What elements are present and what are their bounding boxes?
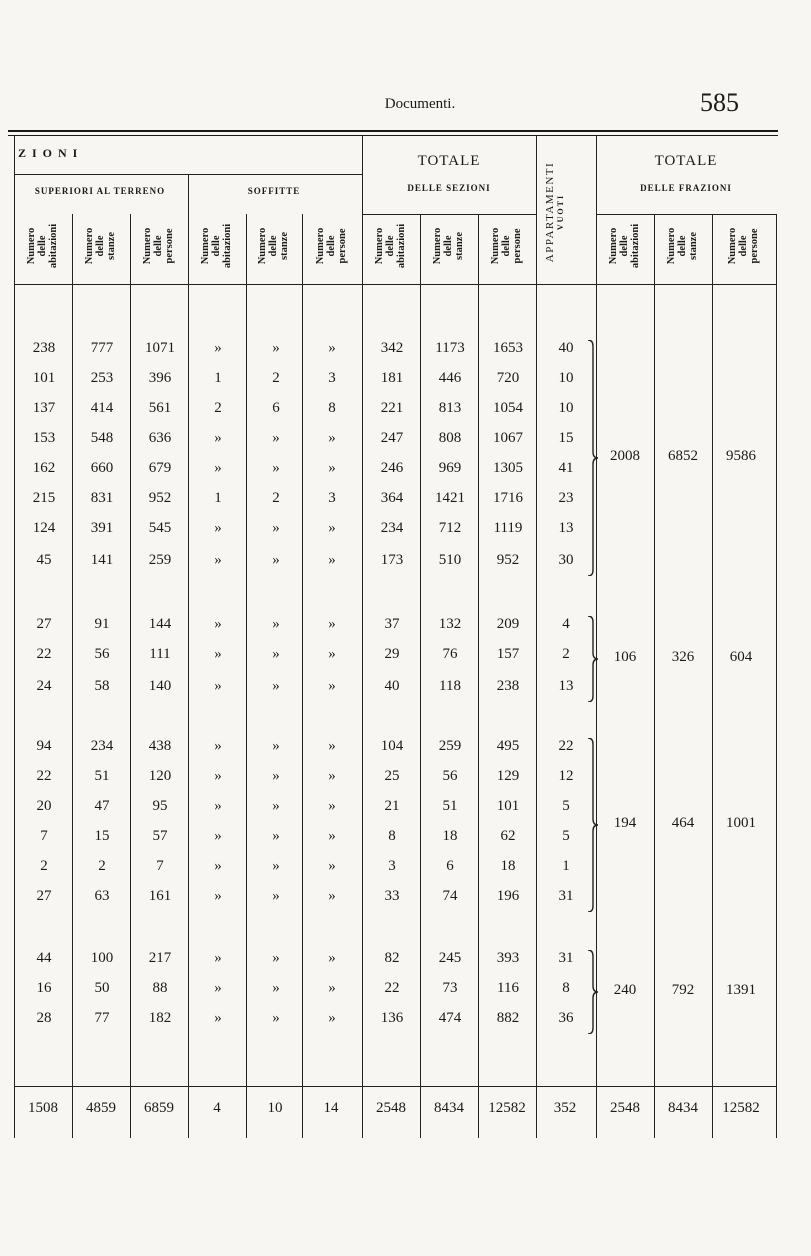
frazione-total-abitazioni: 106 [613,649,637,665]
appartamenti-sublabel: VUOTI [556,193,565,231]
table-cell: 100 [90,950,114,966]
table-cell: 238 [32,340,56,356]
table-cell: 2 [40,858,48,874]
table-cell: 8 [328,400,336,416]
table-cell: 813 [438,400,462,416]
grand-total-cell: 4859 [86,1100,116,1116]
table-cell: » [214,798,222,814]
table-cell: 882 [496,1010,520,1026]
table-cell: 104 [380,738,404,754]
table-cell: » [272,678,280,694]
table-cell: 16 [36,980,52,996]
group-soffitte: SOFFITTE [247,186,301,196]
table-cell: 396 [148,370,172,386]
column-header: Numero delle persone [315,227,348,265]
table-cell: 217 [148,950,172,966]
table-cell: 969 [438,460,462,476]
column-header: Numero delle stanze [666,227,699,265]
table-cell: 720 [496,370,520,386]
table-cell: 510 [438,552,462,568]
table-cell: » [328,678,336,694]
table-cell: 561 [148,400,172,416]
grid-vline [246,214,247,1138]
vacant-count-cell: 22 [558,738,574,754]
table-cell: » [272,888,280,904]
table-cell: 1 [214,490,222,506]
grid-vline [188,174,189,1138]
column-header: Numero delle abitazioni [374,223,407,269]
table-cell: 636 [148,430,172,446]
grand-total-cell: 8434 [434,1100,464,1116]
table-cell: 234 [90,738,114,754]
grand-total-cell: 2548 [376,1100,406,1116]
table-cell: 63 [94,888,110,904]
grid-vline [776,214,777,1138]
table-cell: 136 [380,1010,404,1026]
table-cell: 1067 [493,430,523,446]
table-cell: 414 [90,400,114,416]
table-cell: 74 [442,888,458,904]
table-cell: 91 [94,616,110,632]
table-cell: » [214,678,222,694]
grid-vline [712,214,713,1138]
table-cell: 8 [388,828,396,844]
table-cell: » [214,552,222,568]
table-cell: » [214,340,222,356]
grand-total-cell: 14 [323,1100,339,1116]
table-cell: 245 [438,950,462,966]
table-cell: 446 [438,370,462,386]
table-cell: 40 [384,678,400,694]
table-cell: » [328,768,336,784]
vacant-count-cell: 13 [558,520,574,536]
table-cell: 141 [90,552,114,568]
table-cell: » [328,888,336,904]
grid-hline [14,1086,776,1087]
table-cell: 3 [388,858,396,874]
table-cell: 62 [500,828,516,844]
grid-vline [420,214,421,1138]
vacant-count-cell: 4 [562,616,570,632]
frazione-total-stanze: 464 [671,815,695,831]
vacant-count-cell: 5 [562,828,570,844]
table-cell: 2 [272,490,280,506]
table-cell: 712 [438,520,462,536]
table-cell: » [272,552,280,568]
table-cell: 22 [384,980,400,996]
vacant-count-cell: 13 [558,678,574,694]
table-cell: » [328,430,336,446]
table-cell: 1716 [493,490,523,506]
table-cell: » [214,888,222,904]
table-cell: 1054 [493,400,523,416]
table-cell: 57 [152,828,168,844]
table-cell: 124 [32,520,56,536]
table-cell: 27 [36,616,52,632]
table-cell: 6 [272,400,280,416]
table-cell: » [272,950,280,966]
top-rule-thin [8,135,778,136]
grid-vline [654,214,655,1138]
frazione-total-stanze: 792 [671,982,695,998]
vacant-count-cell: 10 [558,370,574,386]
table-cell: » [272,738,280,754]
table-cell: 111 [149,646,171,662]
table-cell: 116 [497,980,519,996]
table-cell: » [214,768,222,784]
grid-vline [72,214,73,1138]
vacant-count-cell: 1 [562,858,570,874]
table-cell: 1071 [145,340,175,356]
table-cell: 132 [438,616,462,632]
table-cell: 181 [380,370,404,386]
table-cell: 215 [32,490,56,506]
appartamenti-vuoti-header [544,152,565,272]
grand-total-cell: 8434 [668,1100,698,1116]
table-cell: 82 [384,950,400,966]
frazione-total-persone: 9586 [726,448,756,464]
vacant-count-cell: 31 [558,888,574,904]
table-cell: » [328,828,336,844]
table-cell: » [328,950,336,966]
table-cell: 18 [500,858,516,874]
grid-vline [362,136,363,1138]
table-cell: 2 [214,400,222,416]
frazione-total-stanze: 326 [671,649,695,665]
table-cell: 22 [36,768,52,784]
column-header: Numero delle abitazioni [608,223,641,269]
frazione-total-abitazioni: 194 [613,815,637,831]
table-cell: 1653 [493,340,523,356]
table-cell: 45 [36,552,52,568]
table-cell: 1173 [435,340,465,356]
table-cell: » [214,1010,222,1026]
table-cell: 1119 [493,520,523,536]
table-cell: 438 [148,738,172,754]
table-cell: » [328,460,336,476]
table-cell: » [328,1010,336,1026]
table-cell: 221 [380,400,404,416]
table-cell: 51 [94,768,110,784]
grand-total-cell: 2548 [610,1100,640,1116]
table-cell: 952 [148,490,172,506]
frazione-total-abitazioni: 2008 [610,448,640,464]
column-header: Numero delle persone [142,227,175,265]
table-cell: 137 [32,400,56,416]
table-cell: » [328,646,336,662]
table-cell: 18 [442,828,458,844]
table-cell: » [328,738,336,754]
table-cell: » [214,520,222,536]
grand-total-cell: 352 [553,1100,577,1116]
table-cell: » [214,738,222,754]
column-header: Numero delle persone [490,227,523,265]
grid-hline [14,284,776,285]
grand-total-cell: 6859 [144,1100,174,1116]
grid-vline [14,136,15,1138]
appartamenti-label: APPARTAMENTI [544,161,556,263]
group-totale-sezioni-title: TOTALE [417,153,481,169]
grid-hline [188,174,362,175]
table-cell: 56 [442,768,458,784]
table-cell: 95 [152,798,168,814]
running-header-title: Documenti. [384,96,456,112]
table-cell: » [214,858,222,874]
table-cell: 777 [90,340,114,356]
table-cell: 118 [439,678,461,694]
table-cell: 173 [380,552,404,568]
grid-hline [362,214,536,215]
table-cell: » [328,520,336,536]
vacant-count-cell: 41 [558,460,574,476]
vacant-count-cell: 8 [562,980,570,996]
table-cell: » [272,340,280,356]
table-cell: 364 [380,490,404,506]
table-cell: » [214,616,222,632]
table-cell: 101 [496,798,520,814]
column-header: Numero delle abitazioni [26,223,59,269]
table-cell: 44 [36,950,52,966]
table-cell: » [272,980,280,996]
vacant-count-cell: 36 [558,1010,574,1026]
table-cell: 808 [438,430,462,446]
grid-vline [536,136,537,1138]
table-cell: 120 [148,768,172,784]
table-cell: 259 [438,738,462,754]
table-cell: 474 [438,1010,462,1026]
table-cell: 7 [40,828,48,844]
table-cell: » [272,768,280,784]
table-cell: 56 [94,646,110,662]
table-cell: 495 [496,738,520,754]
frazione-total-abitazioni: 240 [613,982,637,998]
grid-vline [478,214,479,1138]
table-cell: 342 [380,340,404,356]
table-cell: 58 [94,678,110,694]
table-cell: 3 [328,490,336,506]
table-cell: 259 [148,552,172,568]
grid-hline [596,214,776,215]
group-totale-frazioni-title: TOTALE [654,153,718,169]
table-cell: 253 [90,370,114,386]
table-cell: 545 [148,520,172,536]
table-cell: 1305 [493,460,523,476]
table-cell: » [214,646,222,662]
table-cell: 393 [496,950,520,966]
table-cell: 391 [90,520,114,536]
grand-total-cell: 1508 [28,1100,58,1116]
table-cell: 20 [36,798,52,814]
table-cell: » [272,520,280,536]
table-cell: 952 [496,552,520,568]
vacant-count-cell: 23 [558,490,574,506]
table-cell: 88 [152,980,168,996]
frazione-total-stanze: 6852 [668,448,698,464]
group-totale-sezioni-sub: DELLE SEZIONI [407,183,491,193]
page-number: 585 [700,88,739,117]
table-cell: 196 [496,888,520,904]
grand-total-cell: 4 [213,1100,221,1116]
table-cell: 157 [496,646,520,662]
table-cell: » [272,616,280,632]
table-cell: 162 [32,460,56,476]
table-cell: 153 [32,430,56,446]
grid-vline [130,214,131,1138]
table-cell: 77 [94,1010,110,1026]
table-cell: 247 [380,430,404,446]
table-cell: 660 [90,460,114,476]
vacant-count-cell: 15 [558,430,574,446]
vacant-count-cell: 5 [562,798,570,814]
table-cell: 1 [214,370,222,386]
table-cell: 29 [384,646,400,662]
table-cell: » [328,616,336,632]
vacant-count-cell: 2 [562,646,570,662]
table-cell: 129 [496,768,520,784]
table-cell: 7 [156,858,164,874]
table-cell: » [328,980,336,996]
frazione-total-persone: 1001 [726,815,756,831]
grand-total-cell: 10 [267,1100,283,1116]
table-cell: » [328,798,336,814]
table-cell: 209 [496,616,520,632]
table-cell: 1421 [435,490,465,506]
group-superiori: SUPERIORI AL TERRENO [34,186,166,196]
section-label: ZIONI [18,146,84,160]
vacant-count-cell: 40 [558,340,574,356]
table-cell: 28 [36,1010,52,1026]
table-cell: » [272,646,280,662]
table-cell: » [272,828,280,844]
table-cell: 2 [98,858,106,874]
table-cell: » [214,980,222,996]
table-cell: » [272,460,280,476]
column-header: Numero delle stanze [432,227,465,265]
frazione-total-persone: 604 [729,649,753,665]
table-cell: » [214,950,222,966]
table-cell: 51 [442,798,458,814]
table-cell: » [328,858,336,874]
frazione-total-persone: 1391 [726,982,756,998]
table-cell: 25 [384,768,400,784]
table-cell: 15 [94,828,110,844]
table-cell: 144 [148,616,172,632]
table-cell: 3 [328,370,336,386]
vacant-count-cell: 10 [558,400,574,416]
table-cell: 238 [496,678,520,694]
table-cell: 140 [148,678,172,694]
column-header: Numero delle stanze [257,227,290,265]
table-cell: 73 [442,980,458,996]
table-cell: » [272,430,280,446]
group-totale-frazioni-sub: DELLE FRAZIONI [640,183,732,193]
table-cell: 161 [148,888,172,904]
table-cell: 182 [148,1010,172,1026]
table-cell: 246 [380,460,404,476]
table-cell: » [272,858,280,874]
table-cell: 47 [94,798,110,814]
table-cell: 679 [148,460,172,476]
column-header: Numero delle abitazioni [200,223,233,269]
table-cell: » [328,552,336,568]
table-cell: » [272,798,280,814]
table-cell: 50 [94,980,110,996]
table-cell: » [214,430,222,446]
table-cell: » [328,340,336,356]
table-cell: 2 [272,370,280,386]
column-header: Numero delle stanze [84,227,117,265]
table-cell: 234 [380,520,404,536]
table-cell: 27 [36,888,52,904]
grand-total-cell: 12582 [722,1100,760,1116]
table-cell: 76 [442,646,458,662]
table-cell: 37 [384,616,400,632]
column-header: Numero delle persone [727,227,760,265]
table-cell: 21 [384,798,400,814]
table-cell: » [214,460,222,476]
vacant-count-cell: 31 [558,950,574,966]
table-cell: 24 [36,678,52,694]
table-cell: 94 [36,738,52,754]
table-cell: 101 [32,370,56,386]
vacant-count-cell: 12 [558,768,574,784]
grand-total-cell: 12582 [488,1100,526,1116]
table-cell: » [272,1010,280,1026]
table-cell: 6 [446,858,454,874]
table-cell: 22 [36,646,52,662]
top-rule [8,130,778,132]
table-cell: 548 [90,430,114,446]
table-cell: 33 [384,888,400,904]
table-cell: 831 [90,490,114,506]
table-cell: » [214,828,222,844]
vacant-count-cell: 30 [558,552,574,568]
